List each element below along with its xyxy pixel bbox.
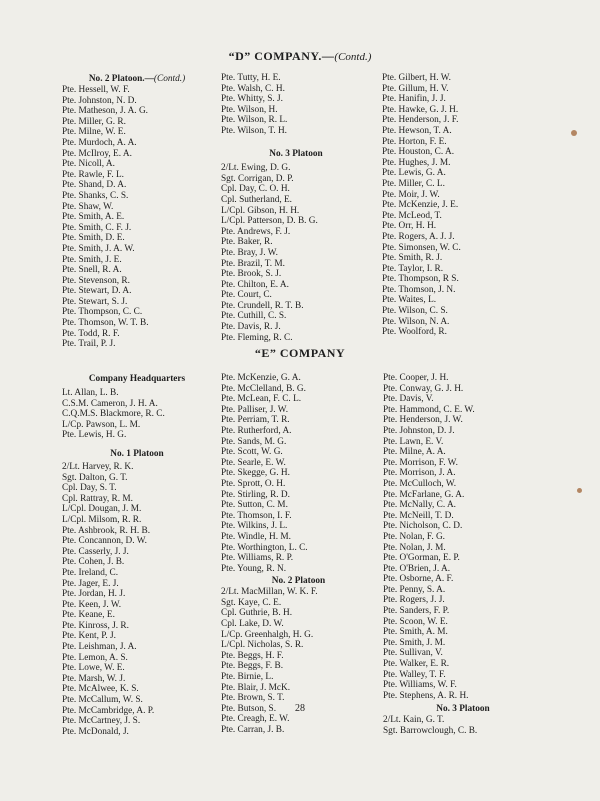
platoon-heading: No. 3 Platoon [269, 149, 323, 160]
roster-entry: Pte. Smith, J. M. [383, 637, 446, 648]
roster-entry: Pte. McNally, C. A. [383, 500, 456, 511]
roster-entry: Pte. Stewart, S. J. [62, 296, 128, 307]
roster-entry: Pte. O'Gorman, E. P. [383, 553, 460, 564]
roster-entry: Pte. Cohen, J. B. [62, 557, 125, 568]
roster-entry: Pte. Casserly, J. J. [62, 546, 129, 557]
name-list [62, 388, 212, 441]
roster-entry: Pte. Williams, W. F. [383, 680, 457, 691]
roster-entry: Pte. McCartney, J. S. [62, 716, 141, 727]
platoon-title: No. 2 Platoon.— [88, 74, 154, 84]
d-company-title: “D” COMPANY.— [228, 49, 335, 63]
roster-entry: Pte. Osborne, A. F. [383, 574, 454, 585]
name-list [383, 373, 543, 701]
name-list [221, 73, 371, 137]
roster-entry: Pte. Marsh, W. J. [62, 673, 126, 684]
roster-entry: Pte. Nicoll, A. [62, 159, 115, 170]
roster-entry: Pte. Ashbrook, R. H. B. [62, 525, 151, 536]
roster-entry: Pte. Simonsen, W. C. [382, 242, 461, 253]
roster-entry: Pte. Morrison, F. W. [383, 457, 458, 468]
roster-entry: Pte. Gillum, H. V. [382, 83, 449, 94]
roster-entry: Pte. Todd, R. F. [62, 328, 120, 339]
e-company-column-2 [221, 373, 376, 736]
platoon-heading: No. 1 Platoon [110, 448, 164, 459]
roster-entry: Pte. Crundell, R. T. B. [221, 300, 304, 311]
roster-entry: Pte. Creagh, E. W. [221, 714, 290, 725]
platoon-heading [62, 73, 212, 85]
roster-entry: Pte. Carran, J. B. [221, 725, 285, 735]
roster-entry: Pte. Perriam, T. R. [221, 415, 290, 426]
name-list [221, 373, 376, 574]
d-company-column-1 [62, 73, 212, 350]
roster-entry: Pte. Birnie, L. [221, 672, 274, 683]
roster-entry: Pte. McIlroy, E. A. [62, 148, 132, 159]
roster-entry: Pte. Hessell, W. F. [62, 85, 130, 95]
roster-entry: Pte. Smith, J. E. [62, 254, 122, 265]
roster-entry: Lt. Allan, L. B. [62, 388, 119, 398]
roster-entry: Pte. Sanders, F. P. [383, 606, 450, 617]
roster-entry: Pte. Taylor, I. R. [382, 263, 444, 274]
e-company-title: “E” COMPANY [254, 346, 346, 360]
roster-entry: Pte. Smith, C. F. J. [62, 222, 132, 233]
roster-entry: Pte. Cuthill, C. S. [221, 311, 287, 322]
roster-entry: Pte. Thomson, J. N. [382, 284, 456, 295]
roster-entry: Pte. Penny, S. A. [383, 584, 446, 595]
roster-entry: Pte. Palliser, J. W. [221, 404, 289, 415]
roster-entry: Pte. Stevenson, R. [62, 275, 130, 286]
roster-entry: Pte. Beggs, H. F. [221, 650, 284, 661]
roster-entry: 2/Lt. Ewing, D. G. [221, 163, 291, 174]
roster-entry: Pte. McKenzie, G. A. [221, 373, 301, 383]
roster-entry: Pte. Concannon, D. W. [62, 536, 147, 547]
roster-entry: Pte. Conway, G. J. H. [383, 383, 464, 394]
roster-entry: Pte. Hewson, T. A. [382, 125, 452, 136]
roster-entry: Pte. Bray, J. W. [221, 247, 278, 258]
roster-entry: Sgt. Dalton, G. T. [62, 472, 128, 483]
roster-entry: Cpl. Day, C. O. H. [221, 184, 290, 195]
roster-entry: Pte. Davis, V. [383, 394, 434, 405]
roster-entry: Pte. Hanifin, J. J. [382, 94, 446, 105]
roster-entry: Pte. O'Brien, J. A. [383, 563, 451, 574]
roster-entry: Pte. Lewis, G. A. [382, 168, 446, 179]
roster-entry: Pte. Walley, T. F. [383, 669, 446, 680]
roster-entry: Pte. Thomson, W. T. B. [62, 318, 149, 329]
roster-entry: Pte. Houston, C. A. [382, 147, 455, 158]
roster-entry: Cpl. Guthrie, B. H. [221, 608, 293, 619]
roster-entry: Pte. Wilson, N. A. [382, 316, 450, 327]
stain-mark [571, 130, 577, 136]
hq-heading: Company Headquarters [88, 374, 186, 384]
roster-entry: Pte. Kinross, J. R. [62, 620, 129, 631]
roster-entry: Pte. Whitty, S. J. [221, 94, 283, 105]
roster-entry: Cpl. Rattray, R. M. [62, 493, 133, 504]
roster-entry: Pte. Scott, W. G. [221, 447, 283, 458]
roster-entry: Pte. Gilbert, H. W. [382, 73, 451, 83]
roster-entry: Pte. Young, R. N. [221, 563, 287, 574]
roster-entry: Pte. Cooper, J. H. [383, 373, 449, 383]
roster-entry: Pte. Trail, P. J. [62, 339, 116, 350]
roster-entry: Cpl. Lake, D. W. [221, 619, 284, 630]
roster-entry: Pte. Blair, J. McK. [221, 682, 291, 693]
d-company-column-3 [382, 73, 542, 338]
roster-entry: Pte. Johnston, D. J. [383, 425, 455, 436]
roster-entry: Pte. Lemon, A. S. [62, 652, 128, 663]
name-list [62, 85, 212, 350]
roster-entry: Pte. Walsh, C. H. [221, 83, 285, 94]
roster-entry: L/Cpl. Milsom, R. R. [62, 514, 142, 525]
platoon-heading: No. 3 Platoon [436, 704, 490, 715]
roster-entry: Pte. Stewart, D. A. [62, 286, 132, 297]
roster-entry: Pte. Shanks, C. S. [62, 190, 129, 201]
roster-entry: Pte. Orr, H. H. [382, 221, 437, 232]
roster-entry: Pte. Jager, E. J. [62, 578, 119, 589]
roster-entry: L/Cpl. Nicholas, S. R. [221, 640, 304, 651]
roster-entry: Pte. Chilton, E. A. [221, 279, 289, 290]
roster-entry: Pte. McDonald, J. [62, 726, 129, 737]
roster-entry: Pte. Hammond, C. E. W. [383, 404, 475, 415]
roster-entry: Pte. Hawke, G. J. H. [382, 104, 459, 115]
roster-entry: L/Cp. Greenhalgh, H. G. [221, 629, 314, 640]
roster-entry: Pte. Thomson, I. F. [221, 510, 292, 521]
roster-entry: Pte. McClelland, B. G. [221, 383, 306, 394]
roster-entry: L/Cp. Pawson, L. M. [62, 419, 141, 430]
roster-entry: Pte. Brown, S. T. [221, 693, 285, 704]
roster-entry: Pte. Henderson, J. W. [383, 415, 463, 426]
roster-entry: Pte. Matheson, J. A. G. [62, 106, 148, 117]
roster-entry: Pte. Keen, J. W. [62, 599, 122, 610]
roster-entry: Pte. McFarlane, G. A. [383, 489, 465, 500]
roster-entry: C.S.M. Cameron, J. H. A. [62, 398, 158, 409]
roster-entry: Pte. Williams, R. P. [221, 553, 294, 564]
roster-entry: C.Q.M.S. Blackmore, R. C. [62, 409, 165, 420]
roster-entry: Pte. Brazil, T. M. [221, 258, 285, 269]
roster-entry: Pte. Rogers, J. J. [383, 595, 445, 606]
roster-entry: Pte. Woolford, R. [382, 327, 447, 338]
roster-entry: Pte. Morrison, J. A. [383, 468, 456, 479]
roster-entry: Pte. Leishman, J. A. [62, 642, 137, 653]
roster-entry: Pte. Lowe, W. E. [62, 663, 125, 674]
roster-entry: Pte. Miller, G. R. [62, 116, 126, 127]
name-list [221, 163, 371, 343]
roster-entry: Pte. Sullivan, V. [383, 648, 443, 659]
roster-entry: Pte. Sands, M. G. [221, 436, 287, 447]
roster-entry: Pte. Smith, J. A. W. [62, 243, 135, 254]
roster-entry: Pte. Davis, R. J. [221, 322, 281, 333]
roster-entry: Pte. Horton, F. E. [382, 136, 447, 147]
roster-entry: Pte. McAlwee, K. S. [62, 684, 139, 695]
roster-entry: L/Cpl. Dougan, J. M. [62, 504, 142, 515]
roster-entry: 2/Lt. MacMillan, W. K. F. [221, 587, 318, 598]
roster-entry: Pte. Jordan, H. J. [62, 589, 126, 600]
roster-entry: Pte. Andrews, F. J. [221, 226, 291, 237]
e-company-column-3 [383, 373, 543, 737]
roster-entry: Pte. Snell, R. A. [62, 265, 122, 276]
roster-entry: Pte. Butson, S. [221, 703, 277, 714]
roster-entry: Pte. McCallum, W. S. [62, 695, 143, 706]
roster-entry: Pte. Smith, A. M. [383, 627, 448, 638]
roster-entry: Pte. McNeill, T. D. [383, 510, 454, 521]
spacer [62, 441, 212, 447]
roster-entry: L/Cpl. Patterson, D. B. G. [221, 216, 318, 227]
roster-entry: Pte. McLean, F. C. L. [221, 394, 302, 405]
roster-entry: Pte. Brook, S. J. [221, 269, 282, 280]
d-company-heading [0, 49, 600, 64]
platoon-heading: No. 2 Platoon [271, 576, 326, 587]
roster-entry: Pte. Thompson, R S. [382, 274, 459, 285]
roster-entry: Pte. McKenzie, J. E. [382, 200, 459, 211]
roster-entry: Pte. Court, C. [221, 290, 272, 301]
roster-entry: Pte. Waites, L. [382, 295, 437, 306]
roster-entry: 2/Lt. Kain, G. T. [383, 715, 445, 726]
roster-entry: Pte. Sprott, O. H. [221, 478, 286, 489]
d-company-column-2 [221, 73, 371, 343]
roster-entry: Pte. Baker, R. [221, 237, 273, 248]
page-number: 28 [295, 703, 305, 714]
roster-entry: Pte. Rutherford, A. [221, 425, 292, 436]
roster-entry: Pte. Rawle, F. L. [62, 169, 125, 180]
roster-entry: Pte. Johnston, N. D. [62, 95, 137, 106]
roster-entry: Pte. Fleming, R. C. [221, 332, 293, 343]
roster-entry: Pte. Shand, D. A. [62, 180, 127, 191]
name-list [383, 715, 543, 736]
roster-entry: Pte. Beggs, F. B. [221, 661, 284, 672]
roster-entry: Pte. Miller, C. L. [382, 178, 445, 189]
roster-entry: Pte. Murdoch, A. A. [62, 137, 137, 148]
roster-entry: Pte. Nicholson, C. D. [383, 521, 463, 532]
roster-entry: Pte. Tutty, H. E. [221, 73, 281, 83]
roster-entry: Pte. Stephens, A. R. H. [383, 690, 469, 701]
roster-entry: Sgt. Barrowclough, C. B. [383, 726, 478, 736]
roster-entry: Pte. Wilkins, J. L. [221, 521, 288, 532]
roster-entry: Pte. Milne, W. E. [62, 127, 126, 138]
spacer [221, 137, 371, 148]
roster-entry: Sgt. Corrigan, D. P. [221, 173, 294, 184]
roster-entry: Pte. Nolan, F. G. [383, 531, 446, 542]
roster-entry: Pte. Smith, D. E. [62, 233, 125, 244]
roster-entry: Pte. Wilson, R. L. [221, 115, 288, 126]
roster-entry: Pte. Hughes, J. M. [382, 157, 451, 168]
roster-entry: Pte. Thompson, C. C. [62, 307, 143, 318]
name-list [382, 73, 542, 338]
roster-entry: Sgt. Kaye, C. E. [221, 597, 282, 608]
roster-entry: Pte. Walker, E. R. [383, 659, 450, 670]
roster-entry: Cpl. Sutherland, E. [221, 194, 293, 205]
roster-entry: Pte. Worthington, L. C. [221, 542, 308, 553]
roster-entry: Pte. Skegge, G. H. [221, 468, 290, 479]
roster-entry: Pte. Windle, H. M. [221, 531, 291, 542]
name-list [62, 462, 212, 737]
roster-entry: Pte. Scoon, W. E. [383, 616, 448, 627]
roster-entry: Pte. Rogers, A. J. J. [382, 231, 455, 242]
roster-entry: Cpl. Day, S. T. [62, 483, 117, 494]
roster-entry: Pte. McCulloch, W. [383, 478, 457, 489]
roster-entry: Pte. Wilson, T. H. [221, 125, 287, 136]
platoon-contd: (Contd.) [153, 74, 186, 84]
roster-entry: Pte. Lawn, E. V. [383, 436, 444, 447]
roster-entry: Pte. Keane, E. [62, 610, 115, 621]
roster-entry: Pte. Wilson, C. S. [382, 306, 448, 317]
roster-entry: Pte. Nolan, J. M. [383, 542, 446, 553]
roster-entry: Pte. Sutton, C. M. [221, 500, 288, 511]
roster-entry: Pte. Wilson, H. [221, 104, 278, 115]
roster-entry: Pte. Kent, P. J. [62, 631, 116, 642]
roster-entry: L/Cpl. Gibson, H. H. [221, 205, 300, 216]
roster-entry: Pte. McLeod, T. [382, 210, 442, 221]
roster-entry: 2/Lt. Harvey, R. K. [62, 461, 134, 472]
roster-entry: Pte. Moir, J. W. [382, 189, 440, 200]
roster-entry: Pte. Shaw, W. [62, 201, 114, 212]
roster-entry: Pte. McCambridge, A. P. [62, 705, 155, 716]
roster-entry: Pte. Ireland, C. [62, 567, 119, 578]
stain-mark [577, 488, 582, 493]
d-company-contd: (Contd.) [334, 51, 372, 63]
roster-entry: Pte. Smith, R. J. [382, 253, 443, 264]
roster-entry: Pte. Henderson, J. F. [382, 115, 459, 126]
roster-entry: Pte. Lewis, H. G. [62, 430, 127, 441]
e-company-heading [0, 346, 600, 361]
roster-entry: Pte. Stirling, R. D. [221, 489, 290, 500]
roster-entry: Pte. Searle, E. W. [221, 457, 286, 468]
roster-entry: Pte. Milne, A. A. [383, 447, 446, 458]
e-company-column-1 [62, 373, 212, 737]
roster-entry: Pte. Smith, A. E. [62, 212, 125, 223]
